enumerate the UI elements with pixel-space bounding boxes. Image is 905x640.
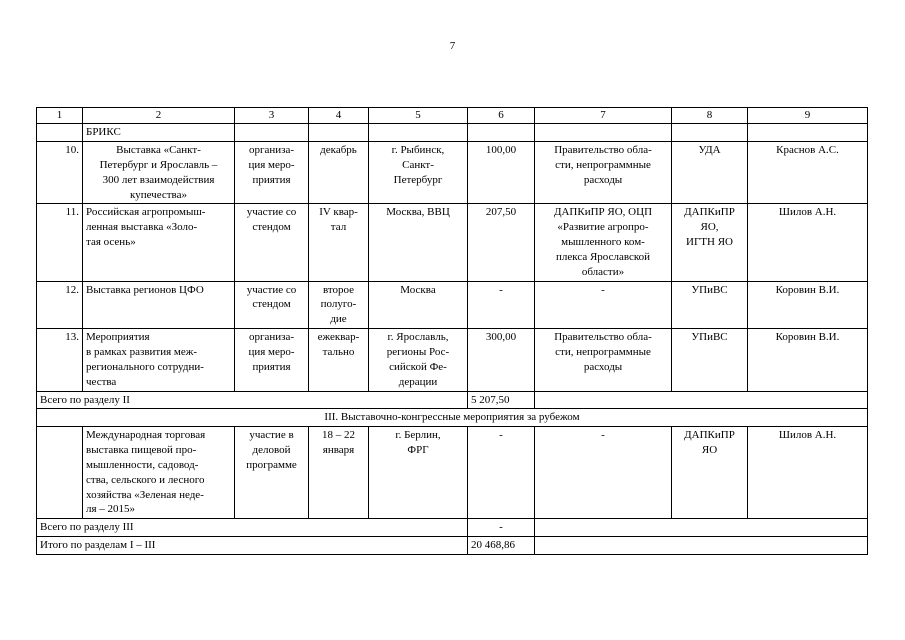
place: г. Берлин, ФРГ xyxy=(369,427,468,519)
responsible: Шилов А.Н. xyxy=(748,427,868,519)
responsible: Коровин В.И. xyxy=(748,329,868,391)
period: декабрь xyxy=(309,142,369,204)
executor: ДАПКиПР ЯО, ИГТН ЯО xyxy=(672,204,748,281)
row-number: 10. xyxy=(37,142,83,204)
section-title: III. Выставочно-конгрессные мероприятия за рубежом xyxy=(37,409,868,427)
table-row xyxy=(37,329,868,391)
amount: - xyxy=(468,427,535,519)
event-name: Российская агропромыш- ленная выставка «Золо- тая осень» xyxy=(83,204,235,281)
section-tail: БРИКС xyxy=(83,124,235,142)
table-row xyxy=(37,281,868,329)
executor: УПиВС xyxy=(672,329,748,391)
responsible: Шилов А.Н. xyxy=(748,204,868,281)
amount: 300,00 xyxy=(468,329,535,391)
page-number: 7 xyxy=(449,40,456,52)
row-number: 12. xyxy=(37,281,83,329)
participation-format: организа- ция меро- приятия xyxy=(235,329,309,391)
funding-source: Правительство обла- сти, непрограммные расходы xyxy=(535,142,672,204)
funding-source: ДАПКиПР ЯО, ОЦП «Развитие агропро- мышленного ком- плекса Ярославской области» xyxy=(535,204,672,281)
row-number xyxy=(37,427,83,519)
funding-source: - xyxy=(535,281,672,329)
amount: 100,00 xyxy=(468,142,535,204)
participation-format: участие со стендом xyxy=(235,281,309,329)
period: 18 – 22 января xyxy=(309,427,369,519)
place: г. Ярославль, регионы Рос- сийской Фе- дерации xyxy=(369,329,468,391)
place: Москва, ВВЦ xyxy=(369,204,468,281)
subtotal-row xyxy=(37,519,868,537)
header-cell: 9 xyxy=(748,108,868,124)
amount: - xyxy=(468,281,535,329)
period: второе полуго- дие xyxy=(309,281,369,329)
responsible: Коровин В.И. xyxy=(748,281,868,329)
period: ежеквар- тально xyxy=(309,329,369,391)
header-cell: 3 xyxy=(235,108,309,124)
grand-total-label: Итого по разделам I – III xyxy=(37,537,468,555)
subtotal-amount: 5 207,50 xyxy=(468,391,535,409)
grand-total-amount: 20 468,86 xyxy=(468,537,535,555)
header-cell: 7 xyxy=(535,108,672,124)
row-number: 13. xyxy=(37,329,83,391)
place: г. Рыбинск, Санкт- Петербург xyxy=(369,142,468,204)
subtotal-row xyxy=(37,391,868,409)
subtotal-label: Всего по разделу II xyxy=(37,391,468,409)
header-cell: 6 xyxy=(468,108,535,124)
responsible: Краснов А.С. xyxy=(748,142,868,204)
subtotal-label: Всего по разделу III xyxy=(37,519,468,537)
header-cell: 2 xyxy=(83,108,235,124)
header-cell: 5 xyxy=(369,108,468,124)
header-cell: 4 xyxy=(309,108,369,124)
participation-format: организа- ция меро- приятия xyxy=(235,142,309,204)
subtotal-amount: - xyxy=(468,519,535,537)
grand-total-row xyxy=(37,537,868,555)
header-cell: 8 xyxy=(672,108,748,124)
table-header-row xyxy=(37,108,868,124)
header-cell: 1 xyxy=(37,108,83,124)
participation-format: участие в деловой программе xyxy=(235,427,309,519)
period: IV квар- тал xyxy=(309,204,369,281)
event-name: Выставка «Санкт- Петербург и Ярославль – 300 лет взаимодействия купечества» xyxy=(83,142,235,204)
section-title-row xyxy=(37,409,868,427)
participation-format: участие со стендом xyxy=(235,204,309,281)
funding-source: Правительство обла- сти, непрограммные расходы xyxy=(535,329,672,391)
table-row xyxy=(37,204,868,281)
events-table xyxy=(36,107,868,555)
event-name: Международная торговая выставка пищевой про- мышленности, садовод- ства, сельского и лесного хозяйства «Зеленая неде- ля – 2015» xyxy=(83,427,235,519)
table-row xyxy=(37,124,868,142)
amount: 207,50 xyxy=(468,204,535,281)
executor: УПиВС xyxy=(672,281,748,329)
executor: ДАПКиПР ЯО xyxy=(672,427,748,519)
row-number: 11. xyxy=(37,204,83,281)
place: Москва xyxy=(369,281,468,329)
event-name: Выставка регионов ЦФО xyxy=(83,281,235,329)
table-row xyxy=(37,427,868,519)
executor: УДА xyxy=(672,142,748,204)
table-row xyxy=(37,142,868,204)
funding-source: - xyxy=(535,427,672,519)
event-name: Мероприятия в рамках развития меж- регионального сотрудни- чества xyxy=(83,329,235,391)
